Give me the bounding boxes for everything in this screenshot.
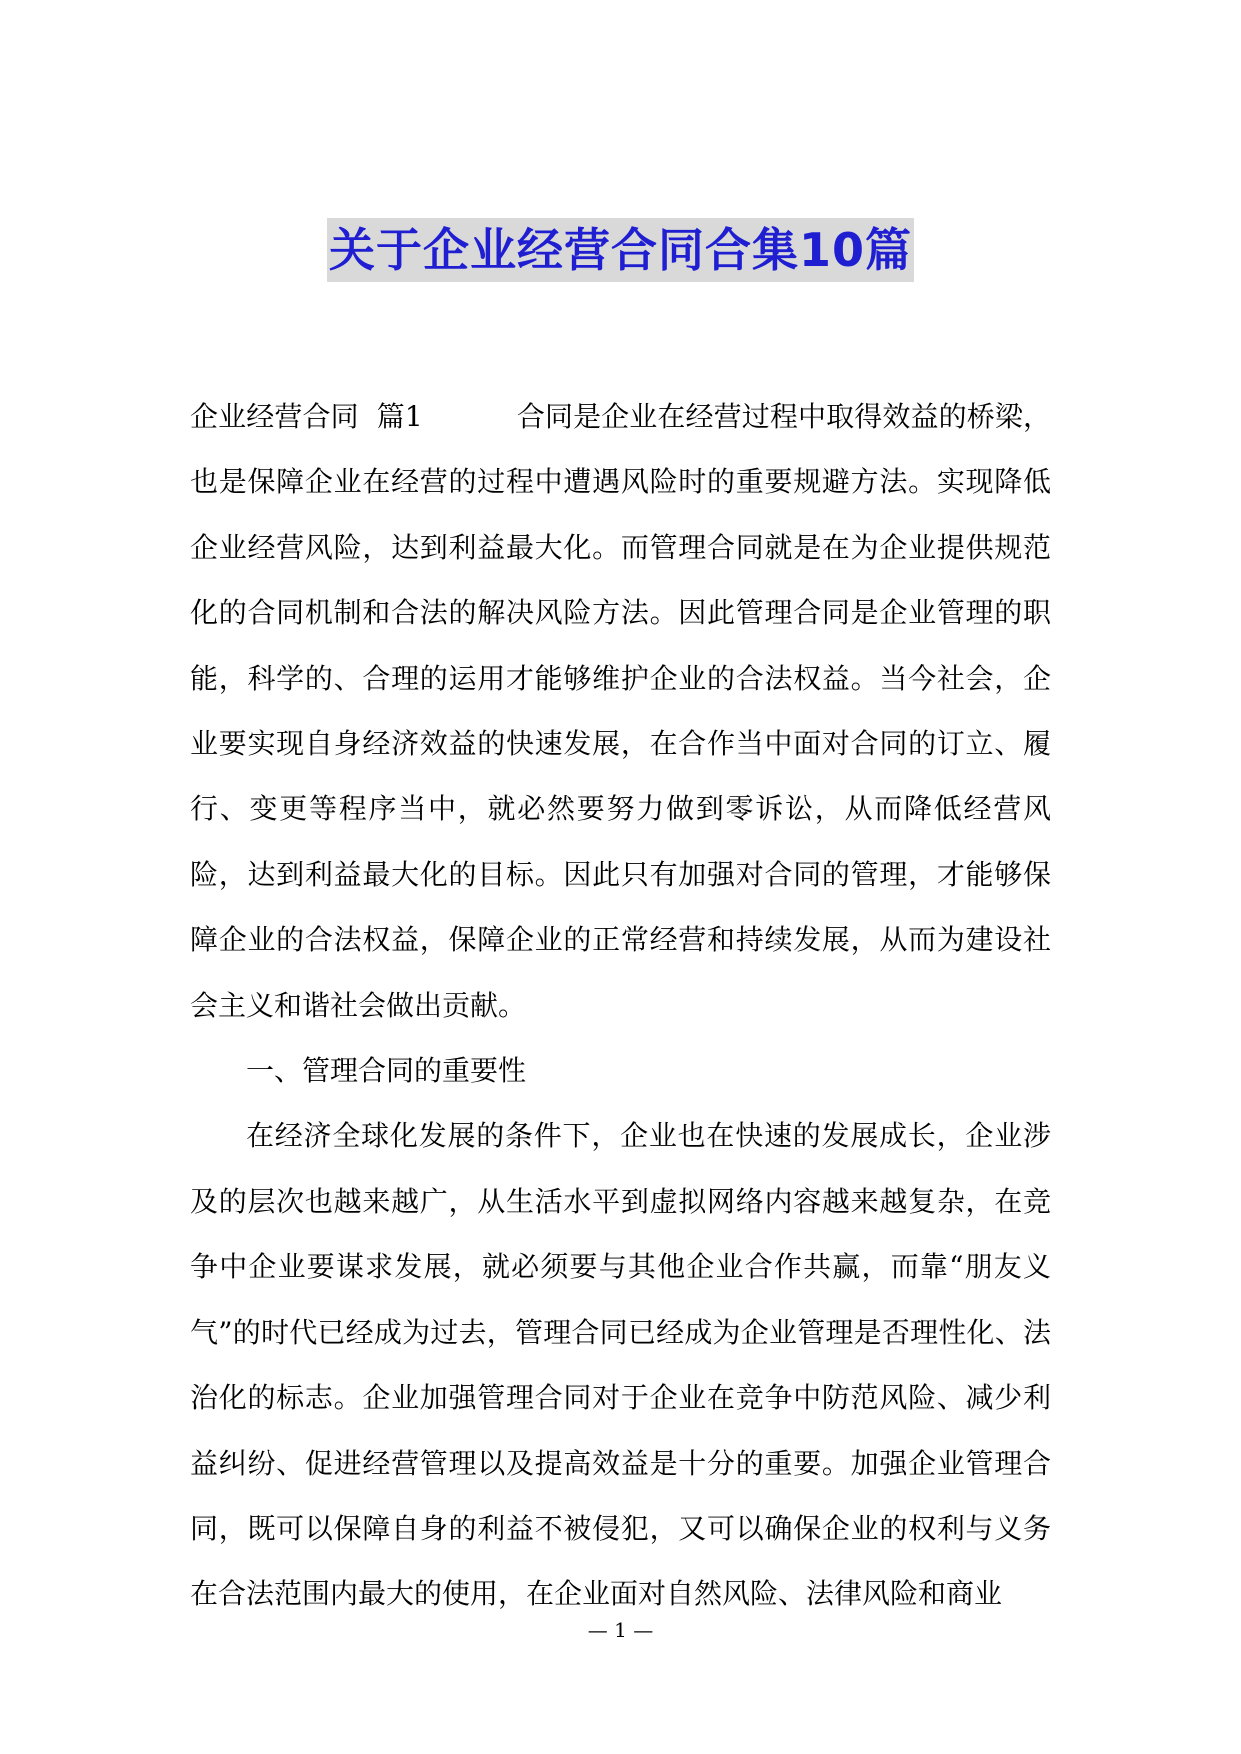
document-body <box>190 384 1051 1627</box>
page-number: — 1 — <box>587 1618 654 1642</box>
title-container <box>0 218 1241 282</box>
paragraph-text: 合同是企业在经营过程中取得效益的桥梁，也是保障企业在经营的过程中遭遇风险时的重要规避方法。实现降低企业经营风险，达到利益最大化。而管理合同就是在为企业提供规范化的合同机制和合法的解决风险方法。因此管理合同是企业管理的职能，科学的、合理的运用才能够维护企业的合法权益。当今社会，企业要实现自身经济效益的快速发展，在合作当中面对合同的订立、履行、变更等程序当中，就必然要努力做到零诉讼，从而降低经营风险，达到利益最大化的目标。因此只有加强对合同的管理，才能够保障企业的合法权益，保障企业的正常经营和持续发展，从而为建设社会主义和谐社会做出贡献。 <box>190 400 1051 1022</box>
document-title: 关于企业经营合同合集10篇 <box>327 218 914 282</box>
section-heading: 企业经营合同 篇1 <box>190 400 423 433</box>
first-paragraph <box>190 384 1051 1038</box>
paragraph-text: 在经济全球化发展的条件下，企业也在快速的发展成长，企业涉及的层次也越来越广，从生活水平到虚拟网络内容越来越复杂，在竞争中企业要谋求发展，就必须要与其他企业合作共赢，而靠“朋友义气”的时代已经成为过去，管理合同已经成为企业管理是否理性化、法治化的标志。企业加强管理合同对于企业在竞争中防范风险、减少利益纠纷、促进经营管理以及提高效益是十分的重要。加强企业管理合同，既可以保障自身的利益不被侵犯，又可以确保企业的权利与义务在合法范围内最大的使用，在企业面对自然风险、法律风险和商业 <box>190 1119 1051 1611</box>
subheading-paragraph: 一、管理合同的重要性 <box>246 1054 527 1088</box>
